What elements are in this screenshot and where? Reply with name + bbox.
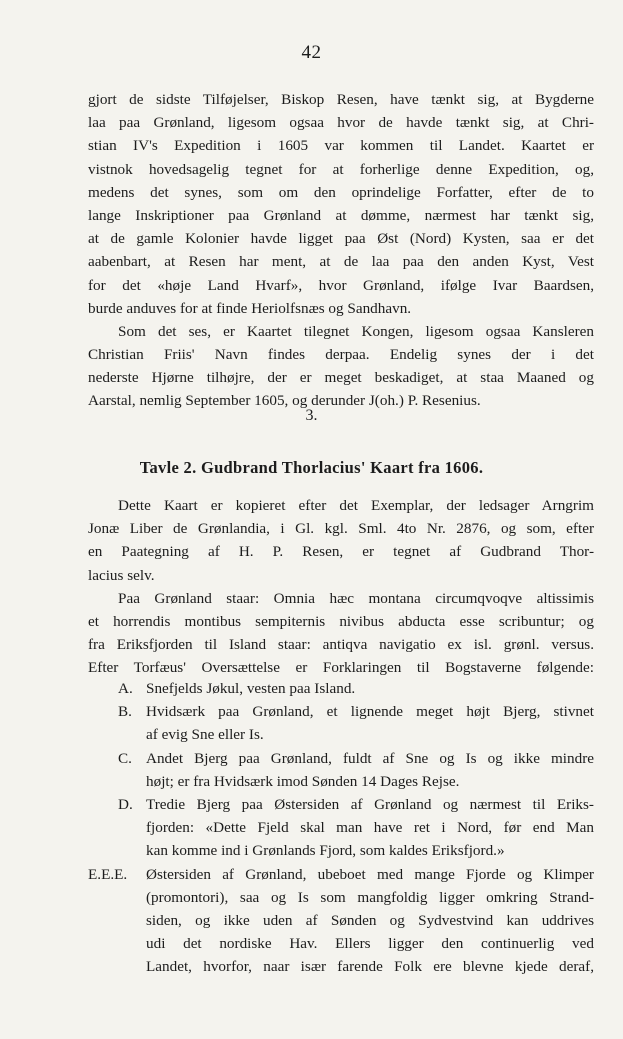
page-number: 42 (301, 42, 322, 63)
text-line: Hvidsærk paa Grønland, et lignende meget højt Bjerg, stivnet (146, 703, 594, 721)
text-line: vistnok hovedsagelig tegnet for at forherlige denne Expedition, og, (88, 160, 594, 178)
text-line: gjort de sidste Tilføjelser, Biskop Resen, have tænkt sig, at Bygderne (88, 91, 594, 108)
text-line: Snefjelds Jøkul, vesten paa Island. (146, 680, 356, 697)
text-line: (promontori), saa og Is som mangfoldig ligger omkring Strand- (146, 888, 594, 906)
list-item (88, 793, 594, 863)
item-label: B. (118, 703, 132, 721)
text-line: højt; er fra Hvidsærk imod Sønden 14 Dages Rejse. (146, 772, 460, 790)
text-line: af evig Sne eller Is. (146, 726, 264, 744)
text-line: at de gamle Kolonier havde ligget paa Øst (Nord) Kysten, saa er det (88, 230, 594, 248)
text-line: Tredie Bjerg paa Østersiden af Grønland og nærmest til Eriks- (146, 795, 594, 813)
intro-text (88, 88, 594, 413)
text-line: Efter Torfæus' Oversættelse er Forklaringen til Bogstaverne følgende: (88, 659, 594, 677)
text-line: Østersiden af Grønland, ubeboet med mange Fjorde og Klimper (146, 865, 594, 883)
text-line: aabenbart, at Resen har ment, at de laa paa den anden Kyst, Vest (88, 253, 594, 271)
text-line: en Paategning af H. P. Resen, er tegnet af Gudbrand Thor- (88, 543, 594, 561)
text-line: kan komme ind i Grønlands Fjord, som kaldes Eriksfjord.» (146, 842, 505, 860)
text-line: fjorden: «Dette Fjeld skal man have ret i Nord, før end Man (146, 819, 594, 837)
item-label: D. (118, 795, 133, 813)
text-line: Landet, hvorfor, naar især farende Folk ere blevne kjede deraf, (146, 958, 594, 976)
list-item (88, 747, 594, 793)
item-label: A. (118, 680, 133, 697)
list-item (88, 863, 594, 979)
text-line: et horrendis montibus sempiternis nivibus abducta esse scribuntur; og (88, 612, 594, 630)
text-line: Christian Friis' Navn findes derpaa. Endelig synes der i det (88, 346, 594, 364)
text-line: Andet Bjerg paa Grønland, fuldt af Sne og Is og ikke mindre (146, 749, 594, 767)
text-line: nederste Hjørne tilhøjre, der er meget beskadiget, at staa Maaned og (88, 369, 594, 387)
text-line: for det «høje Land Hvarf», hvor Grønland, ifølge Ivar Baardsen, (88, 276, 594, 294)
item-label: E.E.E. (88, 865, 128, 883)
item-label: C. (118, 749, 132, 767)
section-text (88, 494, 594, 680)
text-line: Aarstal, nemlig September 1605, og derunder J(oh.) P. Resenius. (88, 392, 481, 410)
text-line: fra Eriksfjorden til Island staar: antiqva navigatio ex isl. grønl. versus. (88, 636, 594, 654)
list-item (88, 700, 594, 746)
text-line: lange Inskriptioner paa Grønland at dømme, nærmest har tænkt sig, (88, 206, 594, 224)
legend-list (88, 677, 594, 978)
section-title: Tavle 2. Gudbrand Thorlacius' Kaart fra 1606. (139, 458, 484, 477)
section-number: 3. (305, 407, 318, 424)
text-line: Jonæ Liber de Grønlandia, i Gl. kgl. Sml. 4to Nr. 2876, og som, efter (88, 520, 594, 538)
text-line: siden, og ikke uden af Sønden og Sydvestvind kan uddrives (146, 911, 594, 929)
text-line: lacius selv. (88, 566, 155, 584)
text-line: burde anduves for at finde Heriolfsnæs og Sandhavn. (88, 299, 412, 317)
list-item (88, 677, 594, 700)
text-line: medens det synes, som om den oprindelige Forfatter, efter de to (88, 183, 594, 201)
text-line: Paa Grønland staar: Omnia hæc montana circumqvoqve altissimis (118, 589, 594, 607)
text-line: Som det ses, er Kaartet tilegnet Kongen, ligesom ogsaa Kansleren (118, 322, 594, 340)
text-line: stian IV's Expedition i 1605 var kommen til Landet. Kaartet er (88, 137, 594, 155)
text-line: laa paa Grønland, ligesom ogsaa hvor de havde tænkt sig, at Chri- (88, 114, 594, 132)
text-line: Dette Kaart er kopieret efter det Exemplar, der ledsager Arngrim (118, 497, 594, 514)
text-line: udi det nordiske Hav. Ellers ligger den continuerlig ved (146, 935, 594, 953)
